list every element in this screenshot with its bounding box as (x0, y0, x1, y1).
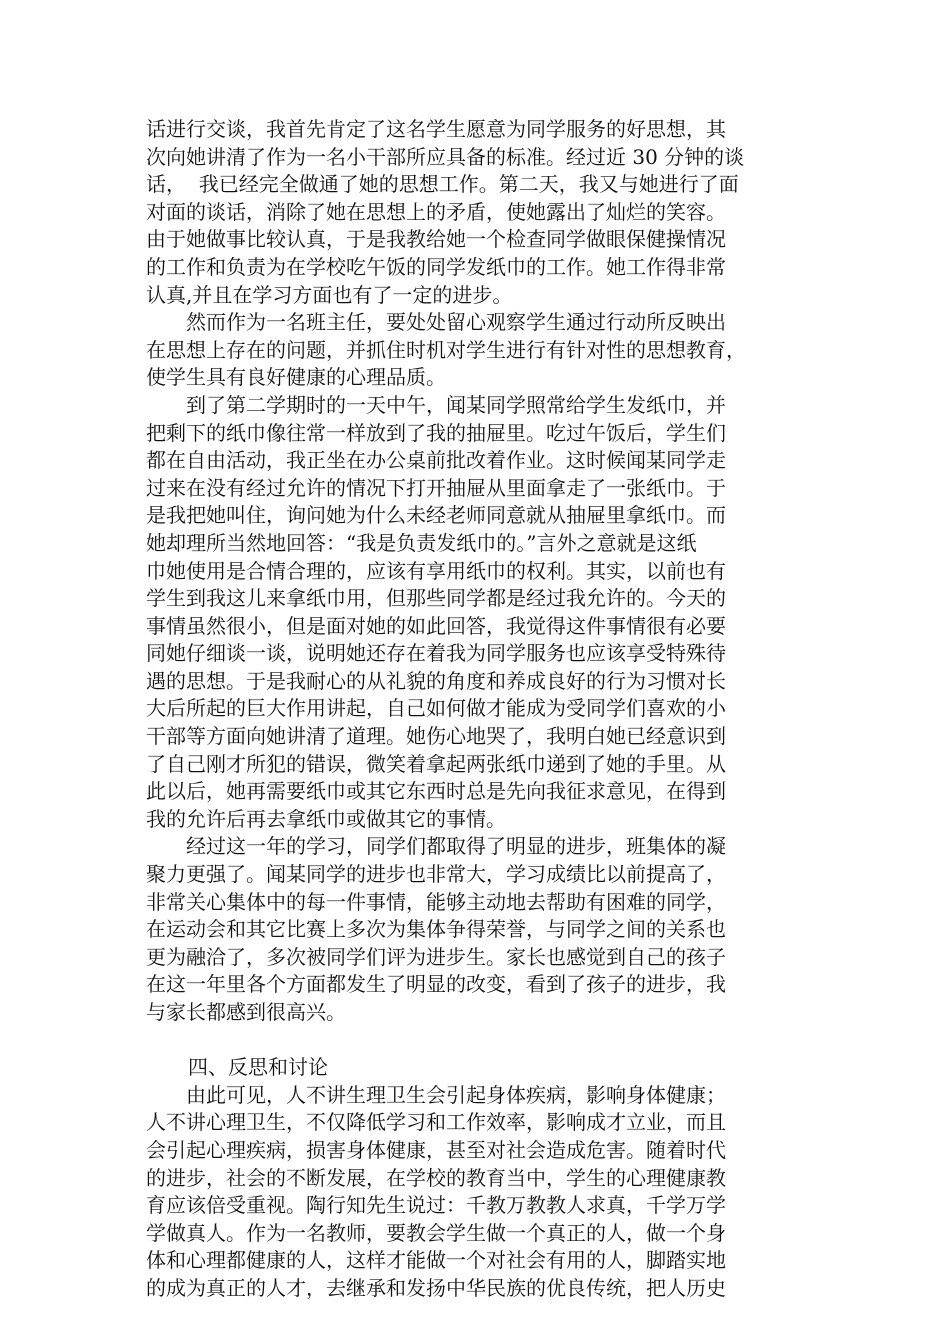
text-line: 由于她做事比较认真，于是我教给她一个检查同学做眼保健操情况 (146, 227, 726, 252)
text-line: 在思想上存在的问题，并抓住时机对学生进行有针对性的思想教育， (146, 337, 746, 362)
text-line: 同她仔细谈一谈，说明她还存在着我为同学服务也应该享受特殊待 (146, 641, 726, 666)
text-line: 由此可见，人不讲生理卫生会引起身体疾病，影响身体健康； (186, 1082, 726, 1107)
paragraph (146, 309, 806, 392)
text-line: 在运动会和其它比赛上多次为集体争得荣誉，与同学之间的关系也 (146, 917, 726, 942)
text-line: 巾她使用是合情合理的，应该有享用纸巾的权利。其实，以前也有 (146, 558, 726, 583)
blank-line (146, 1027, 806, 1055)
text-line: 在这一年里各个方面都发生了明显的改变，看到了孩子的进步，我 (146, 972, 726, 997)
text-line: 干部等方面向她讲清了道理。她伤心地哭了，我明白她已经意识到 (146, 724, 726, 749)
text-line: 过来在没有经过允许的情况下打开抽屉从里面拿走了一张纸巾。于 (146, 475, 726, 500)
text-line: 体和心理都健康的人，这样才能做一个对社会有用的人，脚踏实地 (146, 1248, 726, 1273)
text-line: 到了第二学期时的一天中午，闻某同学照常给学生发纸巾，并 (186, 392, 726, 417)
text-line: 使学生具有良好健康的心理品质。 (146, 365, 446, 390)
text-line: 经过这一年的学习，同学们都取得了明显的进步，班集体的凝 (186, 834, 726, 859)
text-line: 话进行交谈，我首先肯定了这名学生愿意为同学服务的好思想，其 (146, 117, 726, 141)
text-line: 聚力更强了。闻某同学的进步也非常大，学习成绩比以前提高了， (146, 862, 726, 887)
text-line: 的工作和负责为在学校吃午饭的同学发纸巾的工作。她工作得非常 (146, 254, 726, 279)
paragraph (146, 833, 806, 1026)
text-line: 她却理所当然地回答：“我是负责发纸巾的。”言外之意就是这纸 (146, 530, 697, 555)
text-line: 了自己刚才所犯的错误，微笑着拿起两张纸巾递到了她的手里。从 (146, 751, 726, 776)
text-line: 更为融洽了，多次被同学们评为进步生。家长也感觉到自己的孩子 (146, 944, 726, 969)
text-line: 次向她讲清了作为一名小干部所应具备的标准。经过近 30 分钟的谈 (146, 144, 745, 169)
text-line: 此以后，她再需要纸巾或其它东西时总是先向我征求意见，在得到 (146, 779, 726, 804)
text-line: 的进步，社会的不断发展，在学校的教育当中，学生的心理健康教 (146, 1165, 726, 1190)
text-line: 人不讲心理卫生，不仅降低学习和工作效率，影响成才立业，而且 (146, 1110, 726, 1135)
paragraph-continued (146, 116, 806, 309)
text-line: 话， 我已经完全做通了她的思想工作。第二天，我又与她进行了面 (146, 172, 739, 197)
text-line: 非常关心集体中的每一件事情，能够主动地去帮助有困难的同学， (146, 889, 726, 914)
paragraph (146, 392, 806, 834)
text-line: 对面的谈话，消除了她在思想上的矛盾，使她露出了灿烂的笑容。 (146, 199, 726, 224)
text-line: 遇的思想。于是我耐心的从礼貌的角度和养成良好的行为习惯对长 (146, 668, 726, 693)
text-line: 大后所起的巨大作用讲起，自己如何做才能成为受同学们喜欢的小 (146, 696, 726, 721)
text-line: 会引起心理疾病，损害身体健康，甚至对社会造成危害。随着时代 (146, 1137, 726, 1162)
text-line: 的成为真正的人才，去继承和发扬中华民族的优良传统，把人历史 (146, 1275, 726, 1300)
section-heading: 四、反思和讨论 (188, 1055, 328, 1080)
text-line: 是我把她叫住，询问她为什么未经老师同意就从抽屉里拿纸巾。而 (146, 503, 726, 528)
text-line: 把剩下的纸巾像往常一样放到了我的抽屉里。吃过午饭后，学生们 (146, 420, 726, 445)
text-line: 认真,并且在学习方面也有了一定的进步。 (146, 282, 513, 307)
text-line: 学生到我这儿来拿纸巾用，但那些同学都是经过我允许的。今天的 (146, 586, 726, 611)
text-line: 事情虽然很小，但是面对她的如此回答，我觉得这件事情很有必要 (146, 613, 726, 638)
text-line: 学做真人。作为一名教师，要教会学生做一个真正的人，做一个身 (146, 1220, 726, 1245)
text-line: 然而作为一名班主任，要处处留心观察学生通过行动所反映出 (186, 310, 726, 335)
text-line: 与家长都感到很高兴。 (146, 1000, 346, 1024)
text-line: 我的允许后再去拿纸巾或做其它的事情。 (146, 806, 506, 831)
paragraph (146, 1082, 806, 1303)
text-line: 都在自由活动，我正坐在办公桌前批改着作业。这时候闻某同学走 (146, 448, 726, 473)
body-text (146, 116, 806, 1303)
text-line: 育应该倍受重视。陶行知先生说过：千教万教教人求真，千学万学 (146, 1193, 726, 1218)
